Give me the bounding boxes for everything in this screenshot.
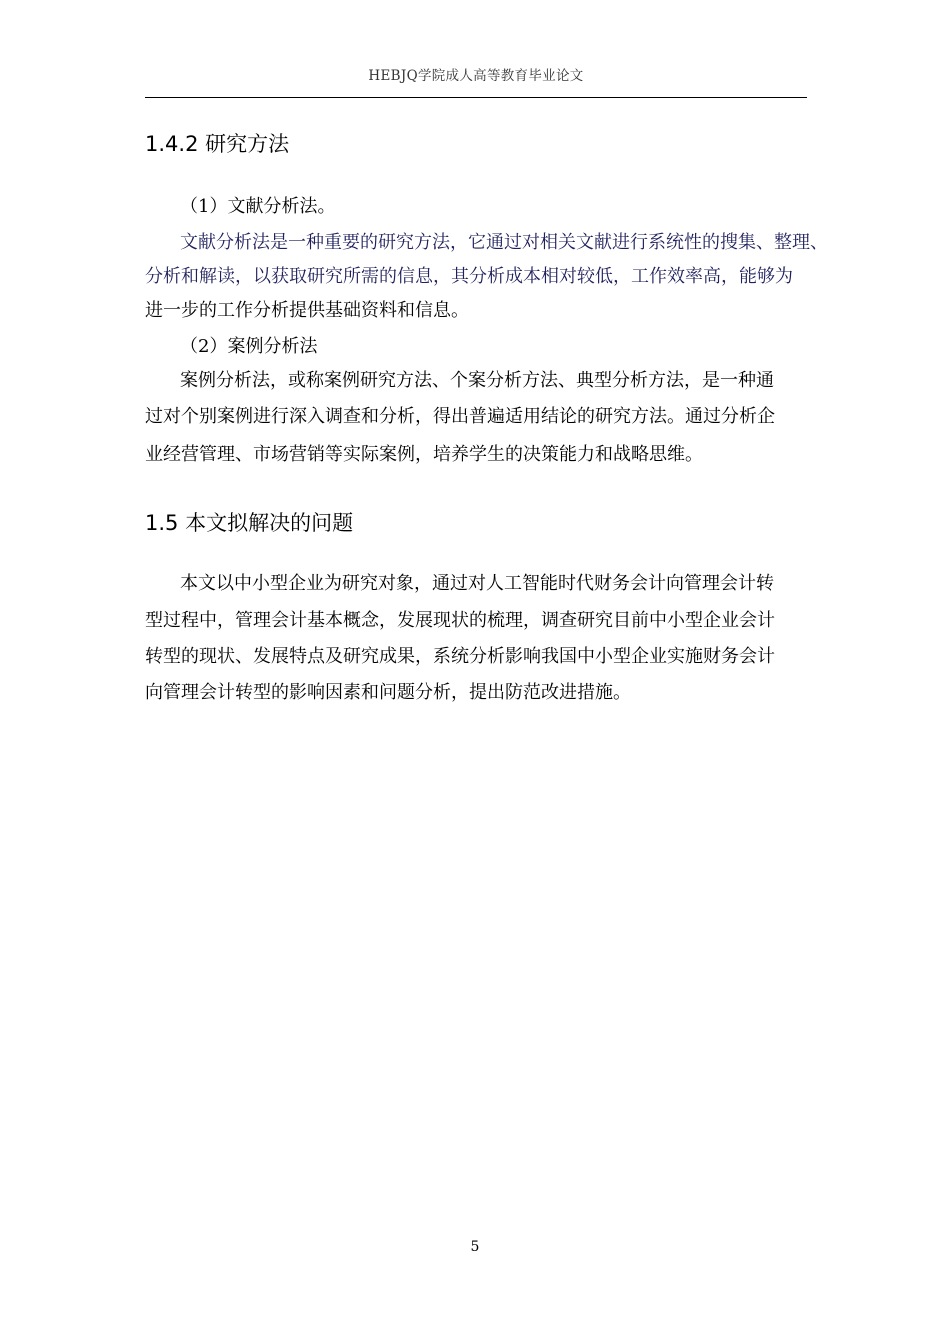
- header-rule: [145, 97, 807, 98]
- section-heading-1-4-2: 1.4.2 研究方法: [145, 132, 290, 156]
- item2-line-2: 过对个别案例进行深入调查和分析，得出普遍适用结论的研究方法。通过分析企: [145, 406, 775, 427]
- s15-line-4: 向管理会计转型的影响因素和问题分析，提出防范改进措施。: [145, 682, 631, 703]
- item1-line-2: 分析和解读，以获取研究所需的信息，其分析成本相对较低，工作效率高，能够为: [145, 266, 793, 287]
- page-header: HEBJQ学院成人高等教育毕业论文: [368, 68, 584, 84]
- item1-title: （1）文献分析法。: [180, 196, 336, 217]
- s15-line-3: 转型的现状、发展特点及研究成果，系统分析影响我国中小型企业实施财务会计: [145, 646, 775, 667]
- s15-line-1: 本文以中小型企业为研究对象，通过对人工智能时代财务会计向管理会计转: [180, 573, 774, 594]
- s15-line-2: 型过程中，管理会计基本概念，发展现状的梳理，调查研究目前中小型企业会计: [145, 610, 775, 631]
- item1-line-1: 文献分析法是一种重要的研究方法，它通过对相关文献进行系统性的搜集、整理、: [180, 232, 828, 253]
- item2-line-3: 业经营管理、市场营销等实际案例，培养学生的决策能力和战略思维。: [145, 444, 703, 465]
- item1-line-3: 进一步的工作分析提供基础资料和信息。: [145, 300, 469, 321]
- item2-title: （2）案例分析法: [180, 336, 318, 357]
- page-number: 5: [470, 1239, 480, 1255]
- section-heading-1-5: 1.5 本文拟解决的问题: [145, 511, 354, 535]
- item2-line-1: 案例分析法，或称案例研究方法、个案分析方法、典型分析方法，是一种通: [180, 370, 774, 391]
